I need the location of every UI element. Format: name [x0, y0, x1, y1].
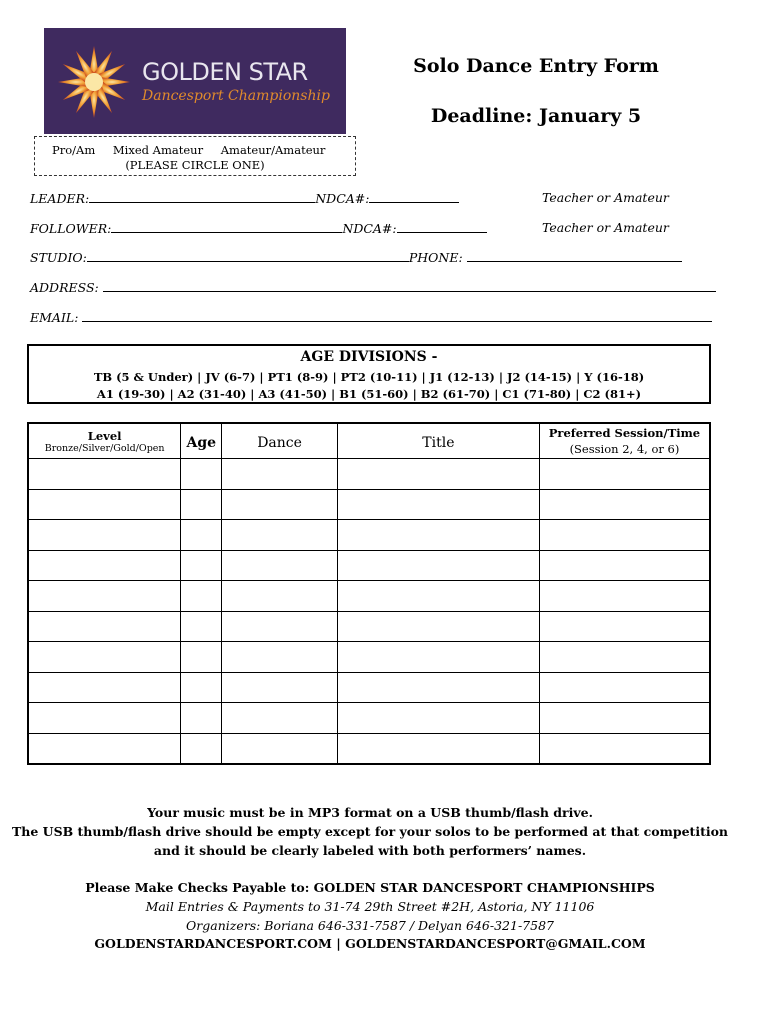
- col-age-label: Age: [186, 434, 217, 451]
- organizers: Organizers: Boriana 646-331-7587 / Delyan 646-321-7587: [186, 918, 554, 933]
- email-field[interactable]: [82, 309, 712, 322]
- cell-level[interactable]: [28, 672, 181, 703]
- category-options: [52, 143, 339, 157]
- col-preferred-session: [539, 423, 710, 459]
- cell-level[interactable]: [28, 489, 181, 520]
- cell-age[interactable]: [181, 703, 222, 734]
- col-title: [337, 423, 539, 459]
- logo-title: GOLDEN STAR: [142, 58, 308, 86]
- cell-preferred-session[interactable]: [539, 520, 710, 551]
- col-pref-line2: (Session 2, 4, or 6): [569, 442, 680, 456]
- table-header-row: [28, 423, 710, 459]
- table-row: [28, 550, 710, 581]
- deadline: Deadline: January 5: [430, 105, 642, 127]
- music-note-2: The USB thumb/flash drive should be empty except for your solos to be performed at that competition: [11, 824, 729, 839]
- cell-preferred-session[interactable]: [539, 733, 710, 764]
- col-dance: [222, 423, 338, 459]
- table-row: [28, 459, 710, 490]
- cell-age[interactable]: [181, 520, 222, 551]
- leader-label: LEADER:: [30, 191, 90, 206]
- cell-preferred-session[interactable]: [539, 703, 710, 734]
- leader-ndca-label: NDCA#:: [315, 191, 370, 206]
- cell-title[interactable]: [337, 581, 539, 612]
- cell-age[interactable]: [181, 459, 222, 490]
- cell-title[interactable]: [337, 459, 539, 490]
- cell-title[interactable]: [337, 703, 539, 734]
- table-row: [28, 733, 710, 764]
- email-row: [30, 309, 712, 325]
- table-row: [28, 489, 710, 520]
- cell-level[interactable]: [28, 611, 181, 642]
- cell-level[interactable]: [28, 520, 181, 551]
- studio-field[interactable]: [87, 249, 409, 262]
- address-label: ADDRESS:: [30, 280, 99, 295]
- cell-age[interactable]: [181, 550, 222, 581]
- cell-age[interactable]: [181, 489, 222, 520]
- col-title-label: Title: [422, 434, 455, 451]
- col-pref-line1: Preferred Session/Time: [548, 426, 701, 440]
- cell-age[interactable]: [181, 672, 222, 703]
- cell-preferred-session[interactable]: [539, 672, 710, 703]
- cell-age[interactable]: [181, 642, 222, 673]
- cell-level[interactable]: [28, 459, 181, 490]
- cell-dance[interactable]: [222, 672, 338, 703]
- golden-star-logo: [44, 28, 346, 134]
- cell-dance[interactable]: [222, 581, 338, 612]
- cell-title[interactable]: [337, 520, 539, 551]
- cell-dance[interactable]: [222, 642, 338, 673]
- cell-level[interactable]: [28, 550, 181, 581]
- email-label: EMAIL:: [30, 310, 79, 325]
- follower-label: FOLLOWER:: [30, 221, 112, 236]
- table-row: [28, 672, 710, 703]
- table-row: [28, 520, 710, 551]
- col-level-sub: Bronze/Silver/Gold/Open: [44, 442, 165, 454]
- phone-field[interactable]: [467, 249, 682, 262]
- leader-field[interactable]: [89, 190, 315, 203]
- col-age: [181, 423, 222, 459]
- option-amateur-amateur[interactable]: Amateur/Amateur: [220, 143, 326, 157]
- cell-dance[interactable]: [222, 550, 338, 581]
- follower-field[interactable]: [111, 220, 342, 233]
- address-field[interactable]: [103, 279, 716, 292]
- cell-dance[interactable]: [222, 459, 338, 490]
- cell-level[interactable]: [28, 703, 181, 734]
- studio-row: [30, 249, 682, 265]
- follower-ndca-field[interactable]: [397, 220, 487, 233]
- logo-subtitle: Dancesport Championship: [142, 88, 330, 104]
- mailing-address: Mail Entries & Payments to 31-74 29th Street #2H, Astoria, NY 11106: [145, 899, 595, 914]
- category-note: (PLEASE CIRCLE ONE): [125, 158, 265, 172]
- studio-label: STUDIO:: [30, 250, 87, 265]
- leader-row: [30, 190, 459, 206]
- cell-preferred-session[interactable]: [539, 550, 710, 581]
- col-level-label: Level: [87, 428, 122, 443]
- cell-dance[interactable]: [222, 611, 338, 642]
- leader-ndca-field[interactable]: [369, 190, 459, 203]
- phone-label: PHONE:: [408, 250, 463, 265]
- option-mixed-amateur[interactable]: Mixed Amateur: [112, 143, 204, 157]
- col-level: [28, 423, 181, 459]
- cell-title[interactable]: [337, 611, 539, 642]
- cell-age[interactable]: [181, 581, 222, 612]
- website-email[interactable]: GOLDENSTARDANCESPORT.COM | GOLDENSTARDANCESPORT@GMAIL.COM: [94, 936, 646, 951]
- cell-age[interactable]: [181, 733, 222, 764]
- option-pro-am[interactable]: Pro/Am: [52, 143, 96, 157]
- address-row: [30, 279, 716, 295]
- age-divisions-title: AGE DIVISIONS -: [300, 349, 438, 365]
- follower-teacher-or-amateur[interactable]: Teacher or Amateur: [542, 220, 669, 235]
- cell-preferred-session[interactable]: [539, 489, 710, 520]
- cell-age[interactable]: [181, 611, 222, 642]
- cell-level[interactable]: [28, 733, 181, 764]
- cell-title[interactable]: [337, 489, 539, 520]
- cell-title[interactable]: [337, 642, 539, 673]
- checks-payable: Please Make Checks Payable to: GOLDEN STAR DANCESPORT CHAMPIONSHIPS: [85, 880, 655, 895]
- table-row: [28, 611, 710, 642]
- age-divisions-row-1: TB (5 & Under) | JV (6-7) | PT1 (8-9) | PT2 (10-11) | J1 (12-13) | J2 (14-15) | Y (16-18): [93, 370, 645, 384]
- follower-ndca-label: NDCA#:: [342, 221, 397, 236]
- leader-teacher-or-amateur[interactable]: Teacher or Amateur: [542, 190, 669, 205]
- age-divisions-row-2: A1 (19-30) | A2 (31-40) | A3 (41-50) | B1 (51-60) | B2 (61-70) | C1 (71-80) | C2 (81+): [96, 387, 642, 401]
- cell-level[interactable]: [28, 581, 181, 612]
- music-note-3: and it should be clearly labeled with both performers’ names.: [153, 843, 587, 858]
- entry-table: [27, 422, 711, 765]
- table-row: [28, 703, 710, 734]
- follower-row: [30, 220, 487, 236]
- table-row: [28, 581, 710, 612]
- cell-level[interactable]: [28, 642, 181, 673]
- col-dance-label: Dance: [257, 434, 302, 451]
- table-row: [28, 642, 710, 673]
- form-title: Solo Dance Entry Form: [413, 55, 659, 77]
- cell-dance[interactable]: [222, 520, 338, 551]
- music-note-1: Your music must be in MP3 format on a USB thumb/flash drive.: [147, 805, 593, 820]
- cell-preferred-session[interactable]: [539, 581, 710, 612]
- cell-preferred-session[interactable]: [539, 642, 710, 673]
- cell-preferred-session[interactable]: [539, 459, 710, 490]
- cell-preferred-session[interactable]: [539, 611, 710, 642]
- cell-title[interactable]: [337, 733, 539, 764]
- starburst-icon: [54, 42, 134, 122]
- cell-dance[interactable]: [222, 733, 338, 764]
- entry-table-body: [28, 459, 710, 765]
- cell-title[interactable]: [337, 672, 539, 703]
- cell-title[interactable]: [337, 550, 539, 581]
- cell-dance[interactable]: [222, 489, 338, 520]
- cell-dance[interactable]: [222, 703, 338, 734]
